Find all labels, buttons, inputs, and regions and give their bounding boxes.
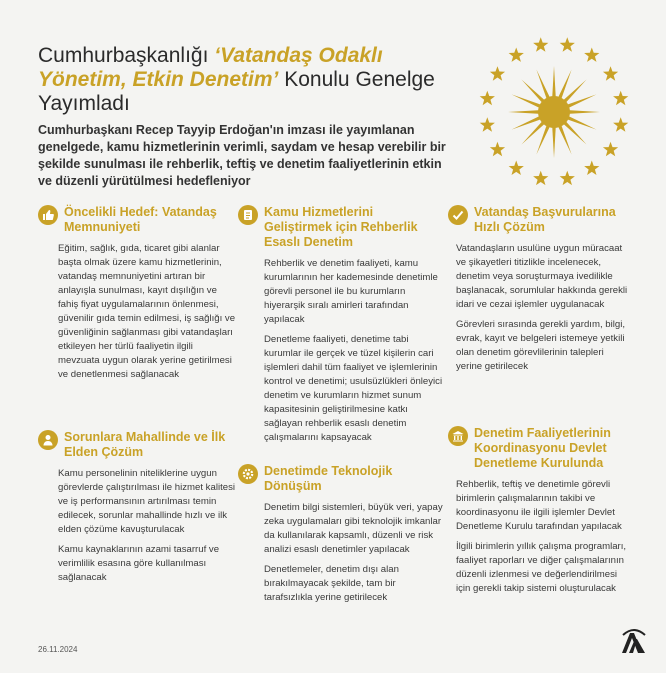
- section-vatandas-memnuniyeti: [38, 205, 236, 388]
- star: [480, 91, 495, 105]
- star: [480, 117, 495, 131]
- section-koordinasyon: [448, 426, 633, 602]
- aa-logo: [619, 627, 649, 657]
- star: [509, 47, 524, 61]
- section-sorunlara-cozum: [38, 430, 236, 591]
- paragraph: Rehberlik ve denetim faaliyeti, kamu kurumlarının her kademesinde denetimle görevli personel ile bu kurumların hiyerarşik sıralı amirleri tarafından yapılacak: [264, 258, 438, 325]
- star: [490, 142, 505, 156]
- paragraph: Eğitim, sağlık, gıda, ticaret gibi alanlar başta olmak üzere kamu hizmetlerinin, vatandaş memnuniyetini artıran bir anlayışla sunulması, kayıt dışılığın ve fahiş fiyat uygulamalarının önlenmesi, güvenilir gıda temin edilmesi, iş sağlığı ve güvenliğinin sağlanması gibi vatandaşları etkileyen her türlü faaliyetin ilgili mevzuata uygun olarak yerine getirilmesi ve denetlenmesi sağlanacak: [58, 243, 236, 380]
- section-teknolojik-donusum: [238, 464, 443, 611]
- paragraph: Kamu personelinin niteliklerine uygun görevlerde çalıştırılması ile hizmet kalitesi ve iş performansının artırılması temin edilecek, sorunlar mahallinde hızlı ve ilk elden çözüme kavuşturulacak: [58, 468, 236, 535]
- title-part1: Cumhurbaşkanlığı: [38, 44, 209, 67]
- section-body: [264, 501, 444, 605]
- publish-date: 26.11.2024: [38, 645, 78, 654]
- section-rehberlik-denetim: [238, 205, 443, 451]
- title-part2: Konulu Genelge Yayımladı: [38, 68, 435, 115]
- sun-ray: [552, 126, 556, 158]
- star: [613, 117, 628, 131]
- sun-ray: [552, 66, 556, 98]
- section-title: Denetim Faaliyetlerinin Koordinasyonu Devlet Denetleme Kurulunda: [474, 426, 611, 470]
- building-icon: [448, 426, 468, 446]
- lead-text: Cumhurbaşkanı Recep Tayyip Erdoğan'ın imzası ile yayımlanan genelgede, kamu hizmetlerinin verimli, saydam ve hesap verebilir bir şekilde sunulması ile rehberlik, teftiş ve denetim faaliyetlerinin etkin ve düzenli yürütülmesi hedefleniyor: [38, 123, 446, 188]
- paragraph: İlgili birimlerin yıllık çalışma programları, faaliyet raporları ve diğer çalışmalarının düzenli izlenmesi ve değerlendirilmesi için gerekli takip sistemi oluşturulacak: [456, 541, 627, 594]
- section-title: Sorunlara Mahallinde ve İlk Elden Çözüm: [64, 430, 226, 459]
- star: [584, 161, 599, 175]
- title-highlight: ‘Vatandaş Odaklı Yönetim, Etkin Denetim’: [38, 44, 383, 91]
- section-basvurulara-cozum: [448, 205, 633, 380]
- paragraph: Görevleri sırasında gerekli yardım, bilgi, evrak, kayıt ve belgeleri istemeye yetkili olan denetim görevlilerinin talepleri yerine getirilecek: [456, 319, 626, 372]
- page-title: [38, 44, 458, 116]
- star: [603, 66, 618, 80]
- sun-emblem: [508, 66, 600, 158]
- paragraph: Vatandaşların usulüne uygun müracaat ve şikayetleri titizlikle incelenecek, denetim veya soruşturmaya ivedilikle başlanacak, sorumlular hakkında gerekli idari ve cezai işlemler uygulanacak: [456, 243, 628, 310]
- sun-ray: [568, 110, 600, 114]
- star: [560, 171, 575, 185]
- gear-icon: [238, 464, 258, 484]
- section-body: [58, 242, 236, 382]
- star: [603, 142, 618, 156]
- section-body: [456, 242, 628, 374]
- sun-ray: [508, 110, 540, 114]
- star: [509, 161, 524, 175]
- star: [584, 47, 599, 61]
- section-title: Öncelikli Hedef: Vatandaş Memnuniyeti: [64, 205, 217, 234]
- star: [490, 66, 505, 80]
- paragraph: Denetlemeler, denetim dışı alan bırakılmayacak şekilde, tam bir tarafsızlıkla yerine getirilecek: [264, 564, 399, 603]
- section-body: [58, 467, 236, 585]
- section-title: Denetimde Teknolojik Dönüşüm: [264, 464, 393, 493]
- star: [613, 91, 628, 105]
- checklist-icon: [238, 205, 258, 225]
- check-settings-icon: [448, 205, 468, 225]
- star: [560, 37, 575, 51]
- sun-center: [538, 96, 570, 128]
- paragraph: Denetim bilgi sistemleri, büyük veri, yapay zeka uygulamaları gibi teknolojik imkanlar da kullanılarak kapsamlı, düzenli ve risk analizi esaslı denetimler yapılacak: [264, 502, 443, 555]
- person-icon: [38, 430, 58, 450]
- section-body: [264, 257, 444, 445]
- presidential-emblem: [474, 32, 634, 192]
- section-title: Vatandaş Başvurularına Hızlı Çözüm: [474, 205, 616, 234]
- section-title: Kamu Hizmetlerini Geliştirmek için Rehberlik Esaslı Denetim: [264, 205, 418, 249]
- paragraph: Denetleme faaliyeti, denetime tabi kurumlar ile gerçek ve tüzel kişilerin cari işlemleri dahil tüm faaliyet ve işlemlerinin kontrol ve denetimi; usulsüzlükleri önleyici denetim ve kurumların hizmet sunum kapasitesinin geliştirilmesine katkı sağlayan rehberlik esaslı denetim çalışmalarını kapsayacak: [264, 334, 443, 443]
- thumbs-up-icon: [38, 205, 58, 225]
- star: [533, 37, 548, 51]
- paragraph: Rehberlik, teftiş ve denetimle görevli birimlerin çalışmalarının takibi ve koordinasyonu ile ilgili işlemler Devlet Denetleme Kurulu tarafından yapılacak: [456, 479, 622, 532]
- section-body: [456, 478, 628, 596]
- star: [533, 171, 548, 185]
- paragraph: Kamu kaynaklarının azami tasarruf ve verimlilik esasına göre kullanılması sağlanacak: [58, 544, 220, 583]
